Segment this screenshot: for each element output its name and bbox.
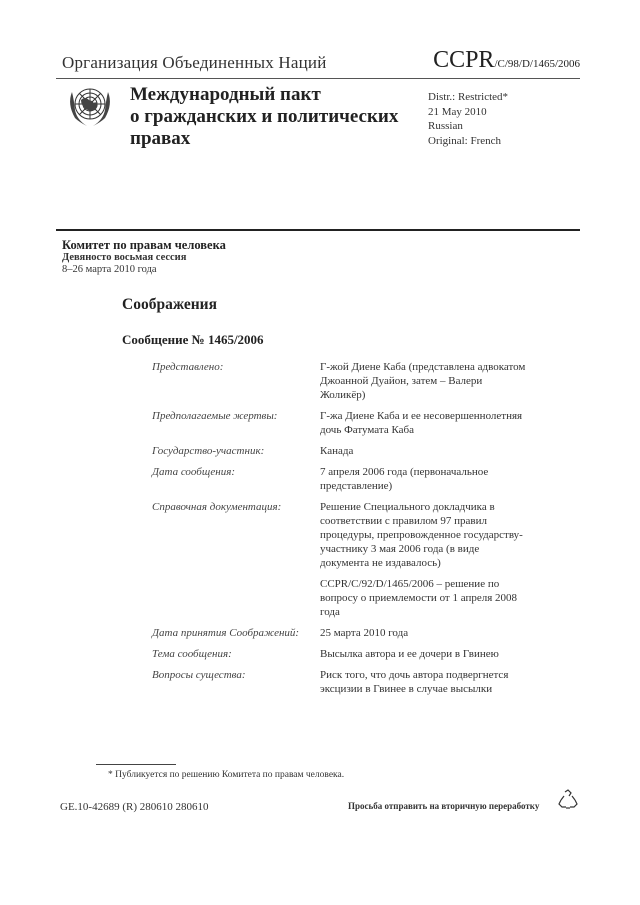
- table-row: [152, 668, 532, 696]
- distribution-status: Distr.: Restricted*: [428, 91, 509, 103]
- table-row: [152, 409, 532, 437]
- row-value: [320, 626, 530, 640]
- recycle-icon: [556, 788, 580, 812]
- row-label: Тема сообщения:: [152, 648, 232, 660]
- row-value: [320, 444, 530, 458]
- header-rule: [56, 78, 580, 79]
- section-rule: [56, 229, 580, 231]
- job-number: GE.10-42689 (R) 280610 280610: [60, 801, 209, 813]
- value-text: 7 апреля 2006 года (первоначальное представление): [320, 466, 489, 492]
- row-label: Дата сообщения:: [152, 466, 236, 478]
- row-value: [320, 668, 530, 696]
- row-label: Вопросы существа:: [152, 669, 246, 681]
- value-text: 25 марта 2010 года: [320, 627, 409, 639]
- row-value: [320, 465, 530, 493]
- value-text: Высылка автора и ее дочери в Гвинею: [320, 648, 499, 660]
- distribution-date: 21 May 2010: [428, 105, 487, 118]
- row-label: Представлено:: [152, 361, 224, 373]
- table-row: [152, 444, 532, 458]
- value-text: Канада: [320, 445, 354, 457]
- value-text: CCPR/C/92/D/1465/2006 – решение по вопросу о приемлемости от 1 апреля 2008 года: [320, 578, 518, 618]
- title-line: о гражданских и политических: [130, 106, 399, 127]
- row-value: [320, 409, 530, 437]
- recycle-text: Просьба отправить на вторичную переработку: [348, 801, 540, 811]
- value-text: Г-жой Диене Каба (представлена адвокатом Джоанной Дуайон, затем – Валери Жоликёр): [320, 361, 526, 401]
- table-row: [152, 626, 532, 640]
- title-line: Международный пакт: [130, 84, 321, 105]
- document-title: [130, 84, 398, 150]
- committee-name: Комитет по правам человека: [62, 238, 226, 252]
- distribution-language: Russian: [428, 120, 463, 132]
- row-label: Справочная документация:: [152, 501, 282, 513]
- table-row: [152, 360, 532, 402]
- footnote-rule: [96, 764, 176, 765]
- row-value: [320, 360, 530, 402]
- value-text: Г-жа Диене Каба и ее несовершеннолетняя дочь Фатумата Каба: [320, 410, 523, 436]
- title-line: правах: [130, 128, 191, 149]
- symbol-suffix: /C/98/D/1465/2006: [494, 58, 580, 70]
- row-label: Предполагаемые жертвы:: [152, 410, 278, 422]
- footnote: * Публикуется по решению Комитета по правам человека.: [108, 770, 345, 780]
- distribution-original: Original: French: [428, 134, 502, 147]
- table-row: [152, 647, 532, 661]
- row-label: Государство-участник:: [152, 445, 265, 457]
- table-row: [152, 500, 532, 619]
- row-value: [320, 500, 530, 619]
- row-value: [320, 647, 530, 661]
- symbol-main: CCPR: [433, 47, 495, 73]
- session-name: Девяносто восьмая сессия: [62, 252, 187, 263]
- views-heading: Соображения: [122, 296, 217, 313]
- value-text: Решение Специального докладчика в соответствии с правилом 97 правил процедуры, препровожденное государству-участнику 3 мая 2006 года (в виде документа не издавалось): [320, 501, 523, 569]
- session-dates: 8–26 марта 2010 года: [62, 264, 157, 275]
- organization-name: Организация Объединенных Наций: [62, 53, 327, 72]
- value-text: Риск того, что дочь автора подвергнется эксцизии в Гвинее в случае высылки: [320, 669, 509, 695]
- row-label: Дата принятия Соображений:: [152, 627, 300, 639]
- distribution-block: [428, 90, 508, 148]
- table-row: [152, 465, 532, 493]
- communication-number: Сообщение № 1465/2006: [122, 332, 264, 347]
- document-symbol: [433, 47, 580, 74]
- un-emblem-icon: [64, 80, 116, 132]
- communication-details-table: [152, 360, 532, 703]
